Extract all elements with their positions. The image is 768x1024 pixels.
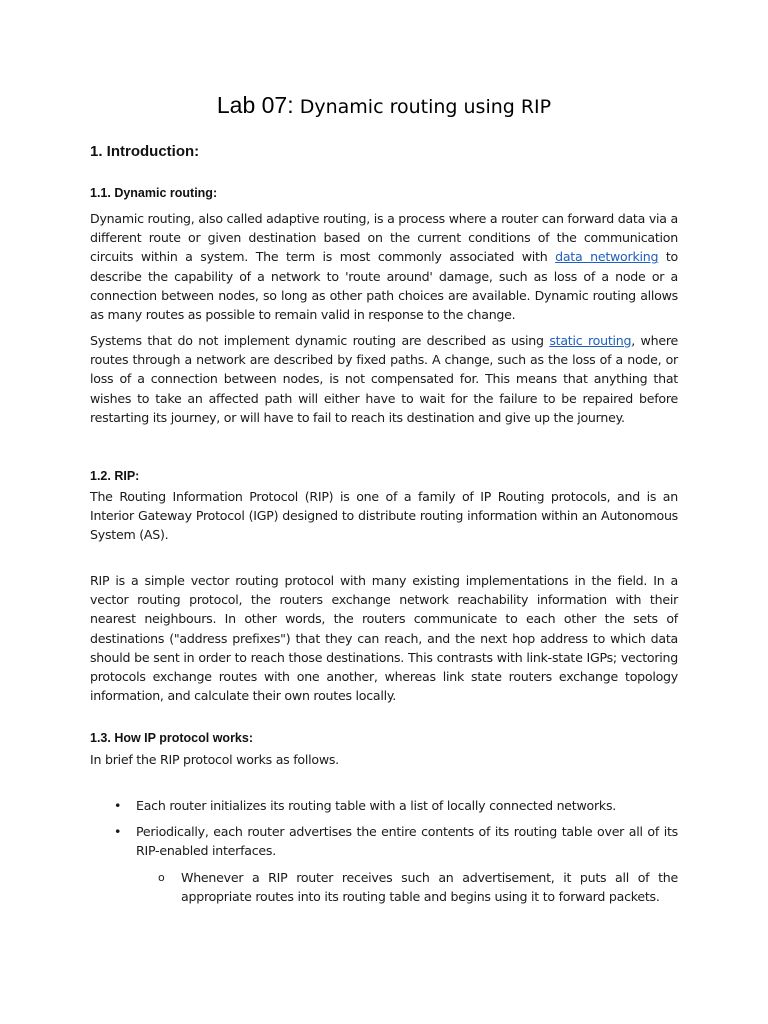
- paragraph-text: , where routes through a network are described by fixed paths. A change, such as the loss of a node, or loss of a connection between nodes, is not compensated for. This means that anything that wishes to take an affected path will either have to wait for the failure to be repaired before restarting its journey, or will have to fail to reach its destination and give up the journey.: [90, 333, 678, 425]
- paragraph-dynamic-routing-1: [90, 209, 678, 324]
- list-item: [90, 822, 678, 860]
- paragraph-rip-1: The Routing Information Protocol (RIP) is one of a family of IP Routing protocols, and is an Interior Gateway Protocol (IGP) designed to distribute routing information within an Autonomous System (AS).: [90, 489, 678, 543]
- paragraph-text: Systems that do not implement dynamic routing are described as using: [90, 333, 550, 348]
- paragraph-text: to describe the capability of a network to 'route around' damage, such as loss of a node or a connection between nodes, so long as other path choices are available. Dynamic routing allows as many routes as possible to remain valid in response to the change.: [90, 249, 678, 323]
- section-heading-introduction: 1. Introduction:: [90, 143, 200, 160]
- bullet-icon: •: [114, 824, 122, 840]
- paragraph-how-rip-intro: In brief the RIP protocol works as follows.: [90, 752, 339, 767]
- page-title: [0, 92, 768, 119]
- list-item: [90, 796, 678, 815]
- sub-bullet-list: [90, 868, 678, 906]
- title-topic: Dynamic routing using RIP: [299, 96, 552, 118]
- title-lab-number: Lab 07:: [216, 92, 294, 118]
- section-heading-dynamic-routing: 1.1. Dynamic routing:: [90, 186, 218, 200]
- sub-bullet-icon: o: [158, 871, 165, 884]
- paragraph-text: Dynamic routing, also called adaptive routing, is a process where a router can forward data via a different route or given destination based on the current conditions of the communication circuits within a system. The term is most commonly associated with: [90, 211, 678, 265]
- bullet-icon: •: [114, 798, 122, 813]
- section-heading-rip: 1.2. RIP:: [90, 469, 140, 483]
- list-item: [90, 868, 678, 906]
- bullet-list: [90, 796, 678, 868]
- list-item-text: Whenever a RIP router receives such an advertisement, it puts all of the appropriate routes into its routing table and begins using it to forward packets.: [181, 870, 678, 905]
- list-item-text: Each router initializes its routing table with a list of locally connected networks.: [136, 798, 617, 813]
- static-routing-link[interactable]: static routing: [549, 333, 632, 348]
- section-heading-how-ip-works: 1.3. How IP protocol works:: [90, 731, 253, 745]
- paragraph-rip-2: RIP is a simple vector routing protocol with many existing implementations in the field. In a vector routing protocol, the routers exchange network reachability information with their nearest neighbours. In other words, the routers communicate to each other the sets of destinations ("address prefixes") that they can reach, and the next hop address to which data should be sent in order to reach those destinations. This contrasts with link-state IGPs; vectoring protocols exchange routes with one another, whereas link state routers exchange topology information, and calculate their own routes locally.: [90, 573, 678, 704]
- paragraph-dynamic-routing-2: [90, 331, 678, 427]
- data-networking-link[interactable]: data networking: [555, 249, 659, 265]
- list-item-text: Periodically, each router advertises the entire contents of its routing table over all of its RIP-enabled interfaces.: [136, 824, 678, 859]
